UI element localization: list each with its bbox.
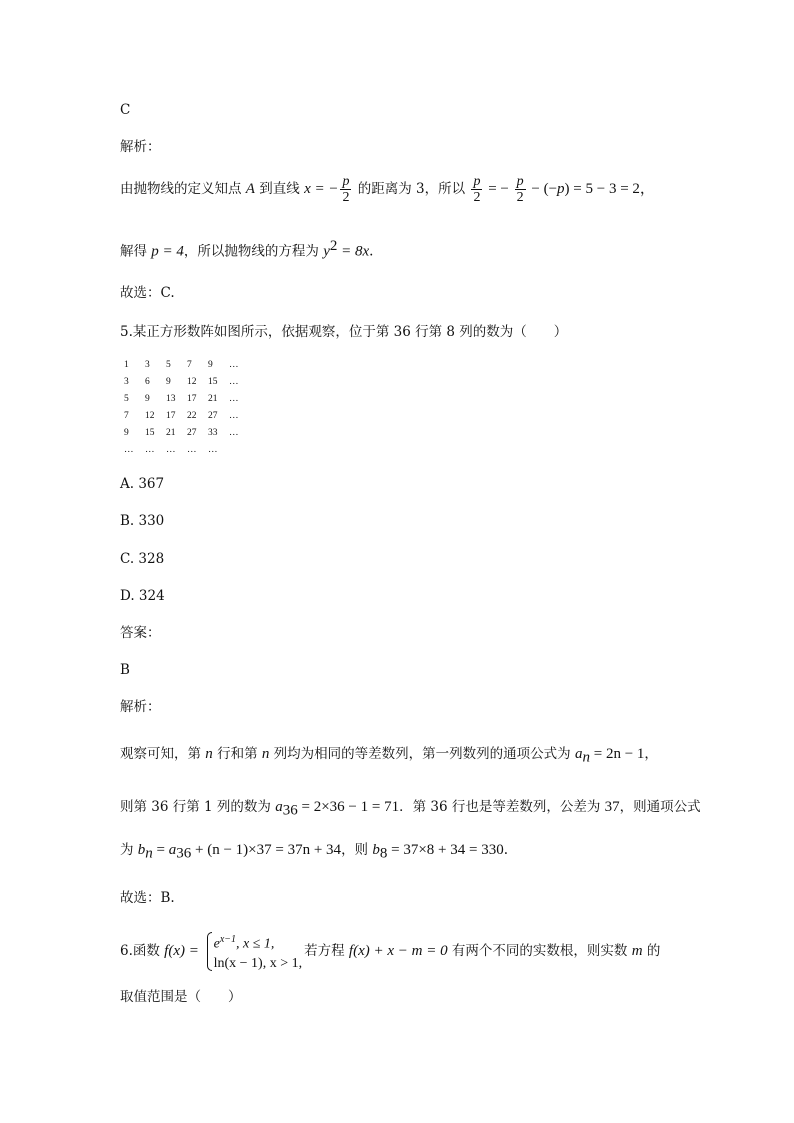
q5-option-c: C. 328 (120, 551, 165, 567)
q5-analysis-line3 (120, 840, 508, 864)
matrix-cell: 1 (124, 359, 129, 370)
text: 行和第 (212, 746, 262, 762)
text: ，所以抛物线的方程为 (183, 243, 324, 260)
math-b: b (137, 842, 146, 858)
matrix-cell: 9 (124, 427, 129, 438)
prev-analysis-line1 (120, 172, 655, 206)
text: . (503, 842, 508, 858)
matrix-cell: 5 (166, 359, 171, 370)
matrix-cell: … (208, 444, 218, 455)
text: 为 (120, 842, 138, 858)
q6-stem-line1 (120, 930, 660, 973)
math-y: y (323, 243, 330, 260)
piecewise-function (205, 930, 303, 973)
text: 解得 (120, 243, 152, 260)
matrix-row (124, 356, 250, 373)
q5-option-b: B. 330 (120, 513, 165, 529)
matrix-cell: 15 (208, 376, 218, 387)
text: ，则 (341, 842, 373, 858)
q5-analysis-line1 (120, 744, 658, 768)
q5-choice: 故选：B. (120, 890, 175, 906)
math-b: b (372, 842, 380, 858)
q5-answer-label: 答案： (120, 625, 161, 641)
piece-case-2: ln(x − 1), x > 1, (213, 955, 303, 971)
number-matrix (124, 356, 250, 458)
frac-num: p (473, 174, 481, 189)
matrix-cell: … (166, 444, 176, 455)
math-eq: f(x) + x − m = 0 (348, 943, 448, 959)
matrix-cell: 21 (208, 393, 218, 404)
q5-analysis-line2 (120, 797, 701, 821)
matrix-row (124, 373, 250, 390)
matrix-cell: 5 (124, 393, 129, 404)
matrix-cell: 6 (145, 376, 150, 387)
text: 的距离为 3，所以 (353, 181, 470, 197)
math-subscript: n (582, 749, 590, 766)
matrix-cell: … (229, 359, 239, 370)
math-eq: = 8x (337, 243, 370, 260)
prev-analysis-line2 (120, 236, 373, 262)
math-A: A (245, 181, 255, 197)
text: 则第 36 行第 1 列的数为 (120, 799, 276, 815)
matrix-cell: 17 (166, 410, 176, 421)
math-p: p (557, 181, 565, 197)
text: 的 (642, 943, 661, 959)
matrix-row (124, 407, 250, 424)
matrix-cell: 3 (124, 376, 129, 387)
matrix-cell: 12 (187, 376, 197, 387)
frac-den: 2 (516, 190, 524, 205)
q5-answer: B (120, 662, 130, 678)
text: 列均为相同的等差数列，第一列数列的通项公式为 (269, 746, 575, 762)
matrix-row (124, 390, 250, 407)
math-fx: f(x) = (164, 943, 203, 959)
prev-analysis-label: 解析： (120, 139, 161, 155)
math-eq: = − (484, 181, 513, 197)
math-subscript: 36 (176, 845, 192, 862)
q5-option-d: D. 324 (120, 588, 165, 604)
math-n: n (261, 746, 270, 762)
text: 观察可知，第 (120, 746, 206, 762)
math-d: 37 (604, 799, 620, 815)
math-a: a (574, 746, 583, 762)
matrix-cell: … (124, 444, 134, 455)
math-eq: = 37×8 + 34 = 330 (387, 842, 504, 858)
math-exponent: x−1 (219, 934, 237, 946)
math-eq: x = − (304, 181, 339, 197)
q5-stem: 5.某正方形数阵如图所示，依据观察，位于第 36 行第 8 列的数为（ ） (120, 324, 568, 340)
matrix-cell: … (187, 444, 197, 455)
frac-den: 2 (342, 190, 350, 205)
matrix-cell: 15 (145, 427, 155, 438)
prev-choice: 故选：C. (120, 285, 175, 301)
text: . (369, 243, 374, 260)
q6-stem-line2: 取值范围是（ ） (120, 989, 242, 1005)
matrix-cell: 27 (187, 427, 197, 438)
matrix-cell: … (229, 376, 239, 387)
fraction-p-over-2 (515, 174, 526, 205)
matrix-cell: 9 (208, 359, 213, 370)
math-eq: p = 4 (151, 243, 184, 260)
matrix-cell: 33 (208, 427, 218, 438)
text: ， (644, 746, 658, 762)
matrix-cell: 12 (145, 410, 155, 421)
math-e: e (213, 936, 220, 952)
frac-num: p (342, 174, 350, 189)
math-eq: = 2n − 1 (589, 746, 645, 762)
frac-den: 2 (473, 190, 481, 205)
fraction-p-over-2 (471, 174, 482, 205)
matrix-cell: 9 (166, 376, 171, 387)
matrix-cell: … (229, 410, 239, 421)
matrix-cell: 27 (208, 410, 218, 421)
math-eq: + (n − 1)×37 = 37n + 34 (191, 842, 342, 858)
q5-analysis-label: 解析： (120, 699, 161, 715)
math-exponent: 2 (329, 238, 338, 254)
q5-option-a: A. 367 (120, 476, 165, 492)
matrix-cell: … (145, 444, 155, 455)
matrix-cell: … (229, 393, 239, 404)
text: 到直线 (254, 181, 305, 197)
math-m: m (631, 943, 643, 959)
math-eq: = (152, 842, 169, 858)
math-condition: , x ≤ 1, (236, 936, 275, 952)
text: 有两个不同的实数根，则实数 (447, 943, 632, 959)
math-n: n (205, 746, 213, 762)
fraction-p-over-2 (340, 174, 351, 205)
math-eq: ) = 5 − 3 = 2， (564, 181, 655, 197)
text: ．第 36 行也是等差数列，公差为 (399, 799, 605, 815)
matrix-cell (229, 441, 250, 458)
matrix-row (124, 424, 250, 441)
text: 由抛物线的定义知点 (120, 181, 246, 197)
matrix-cell: 17 (187, 393, 197, 404)
matrix-cell: 7 (124, 410, 129, 421)
math-subscript: 36 (282, 802, 298, 819)
matrix-cell: 13 (166, 393, 176, 404)
text: 6.函数 (120, 943, 165, 959)
piece-case-1 (214, 930, 303, 954)
matrix-cell: 3 (145, 359, 150, 370)
math-subscript: n (145, 845, 153, 862)
math-a: a (168, 842, 177, 858)
text: 若方程 (304, 943, 349, 959)
matrix-cell: 9 (145, 393, 150, 404)
math-subscript: 8 (379, 845, 388, 862)
matrix-cell: 21 (166, 427, 176, 438)
math-eq: − (− (527, 181, 558, 197)
matrix-cell: 7 (187, 359, 192, 370)
prev-answer: C (120, 102, 131, 118)
math-a: a (275, 799, 283, 815)
frac-num: p (516, 174, 524, 189)
matrix-row (124, 441, 250, 458)
matrix-cell: … (229, 427, 239, 438)
math-eq: = 2×36 − 1 = 71 (297, 799, 400, 815)
matrix-cell: 22 (187, 410, 197, 421)
text: ，则通项公式 (619, 799, 701, 815)
